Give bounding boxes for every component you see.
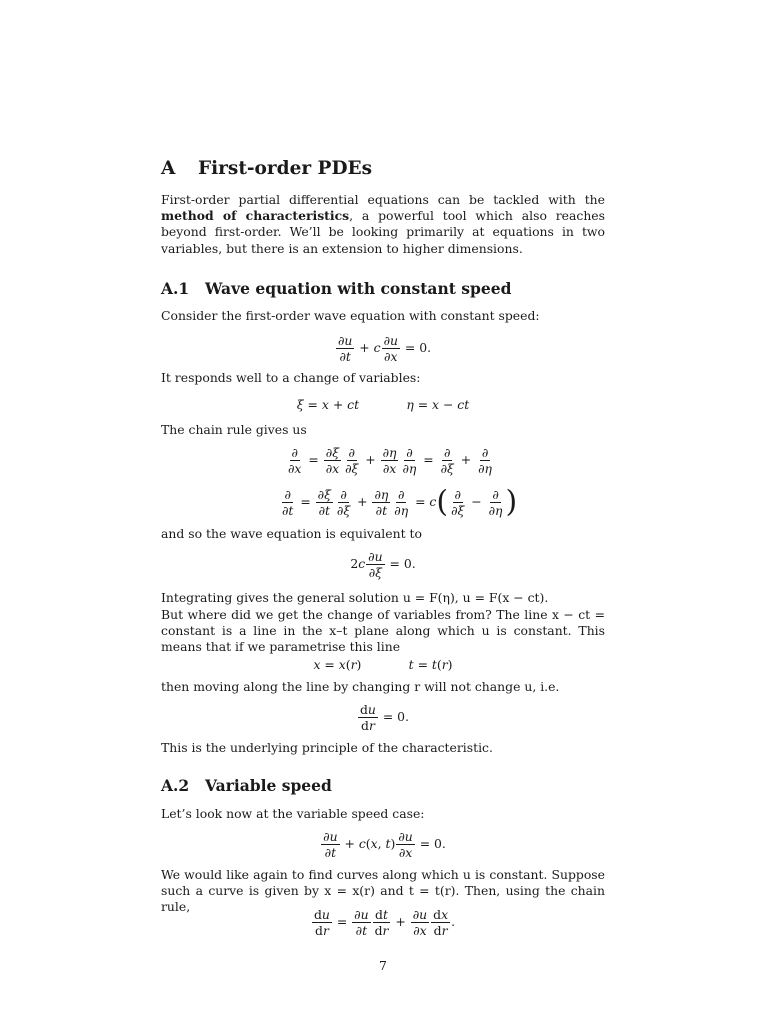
text-line: then moving along the line by changing r will not change u, i.e. (161, 679, 560, 694)
intro-paragraph (161, 192, 605, 257)
equation-transformed: 2c $\frac{\partial u}{\partial\xi}$ = 0. (350, 549, 416, 580)
equation-du-dr: $\frac{du}{dr}$ = 0. (359, 702, 409, 733)
text-line: Integrating gives the general solution u = F(η), u = F(x − ct). (161, 590, 549, 605)
section-heading (161, 158, 372, 179)
text-line: This is the underlying principle of the characteristic. (161, 740, 493, 755)
text-line: It responds well to a change of variables: (161, 370, 421, 385)
subsection-number: A.1 (161, 279, 190, 298)
text-line: Consider the first-order wave equation with constant speed: (161, 308, 540, 323)
equation-wave: $\frac{\partial u}{\partial t}$ + c $\frac{\partial u}{\partial x}$ = 0. (337, 333, 432, 364)
equation-variable-speed: $\frac{\partial u}{\partial t}$ + c(x, t) $\frac{\partial u}{\partial x}$ = 0. (323, 829, 446, 860)
equation-parametrisation: x = x(r) t = t(r) (313, 657, 453, 672)
subsection-heading-a1 (161, 279, 511, 298)
section-title: First-order PDEs (198, 158, 372, 179)
equation-chain-rule-r: $\frac{du}{dr}$ = $\frac{\partial u}{\partial t}$ $\frac{dt}{dr}$ + $\frac{\partial u}{\partial x}$ $\frac{dx}{dr}$ . (313, 907, 456, 938)
page-number: 7 (379, 958, 387, 973)
text-line: The chain rule gives us (161, 422, 307, 437)
subsection-heading-a2 (161, 776, 332, 795)
subsection-title: Variable speed (205, 776, 332, 795)
intro-text-b: , a powerful tool which also reaches beyond first-order. We’ll be looking primarily at equations in two variables, but there is an extension to higher dimensions. (161, 208, 605, 256)
text-line: Let’s look now at the variable speed case: (161, 806, 425, 821)
equation-chain-rule-t: $\frac{\partial}{\partial t}$ = $\frac{\partial\xi}{\partial t}$ $\frac{\partial}{\partial\xi}$ + $\frac{\partial\eta}{\partial t}$ $\frac{\partial}{\partial\eta}$ = c( $\frac{\partial}{\partial\xi}$ − $\frac{\partial}{\partial\eta}$ ) (282, 484, 518, 520)
intro-text-a: First-order partial differential equations can be tackled with the (161, 192, 605, 207)
section-number: A (161, 158, 176, 179)
text-line: and so the wave equation is equivalent to (161, 526, 422, 541)
paragraph: We would like again to find curves along which u is constant. Suppose such a curve is given by x = x(r) and t = t(r). Then, using the chain rule, (161, 867, 605, 915)
paragraph: But where did we get the change of variables from? The line x − ct = constant is a line in the x–t plane along which u is constant. This means that if we parametrise this line (161, 607, 605, 655)
equation-chain-rule-x: $\frac{\partial}{\partial x}$ = $\frac{\partial\xi}{\partial x}$ $\frac{\partial}{\partial\xi}$ + $\frac{\partial\eta}{\partial x}$ $\frac{\partial}{\partial\eta}$ = $\frac{\partial}{\partial\xi}$ + $\frac{\partial}{\partial\eta}$ (288, 445, 492, 476)
subsection-number: A.2 (161, 776, 190, 795)
subsection-title: Wave equation with constant speed (205, 279, 512, 298)
equation-change-of-variables: ξ = x + ct η = x − ct (296, 397, 470, 412)
intro-bold-term: method of characteristics (161, 208, 350, 224)
